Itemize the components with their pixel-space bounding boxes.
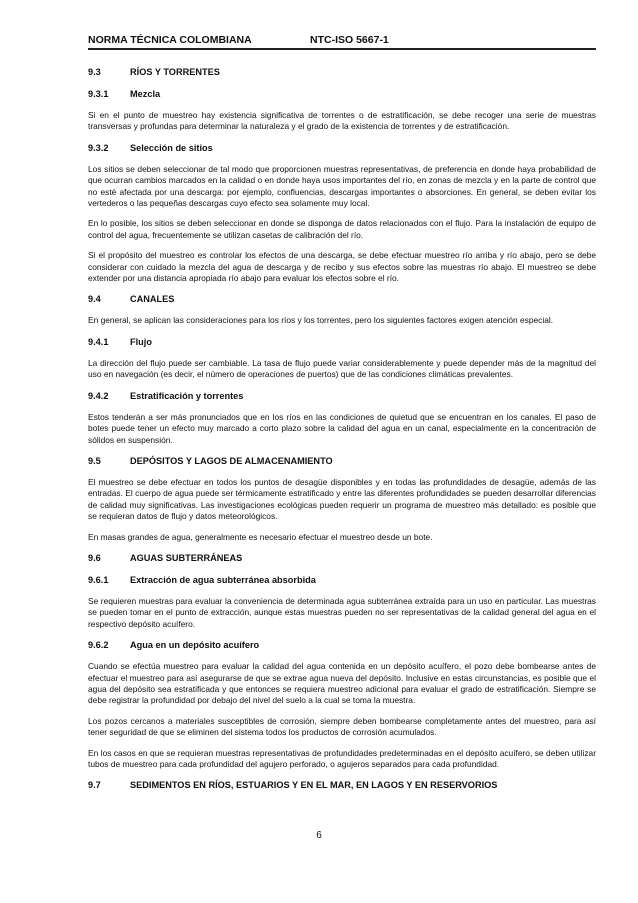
section-title: Selección de sitios [130,142,213,153]
section-heading [88,639,596,651]
paragraph: Los pozos cercanos a materiales susceptibles de corrosión, siempre deben bombearse completamente antes del muestreo, para así tener seguridad de que se eliminen del sistema todos los productos de corrosión acumulados. [88,715,596,738]
paragraph: Si el propósito del muestreo es controlar los efectos de una descarga, se debe efectuar muestreo río arriba y río abajo, pero se debe considerar con cuidado la mezcla del agua de descarga y de recibo y sus efectos sobre las muestras río abajo. El muestreo se debe extender por una distancia apropiada río abajo para evaluar los efectos sobre el río. [88,250,596,284]
document-body [88,66,596,801]
document-code: NTC-ISO 5667-1 [310,34,389,46]
section-number: 9.4 [88,294,101,305]
section-heading [88,293,596,305]
section-title: Flujo [130,336,152,347]
paragraph: En los casos en que se requieran muestras representativas de profundidades predeterminadas en el depósito acuífero, se deben utilizar tubos de muestreo para cada profundidad del agujero perforado, o agujeros separados para cada profundidad. [88,747,596,769]
section-title: AGUAS SUBTERRÁNEAS [130,552,243,563]
section-title: Agua en un depósito acuífero [130,640,260,651]
section-heading [88,455,596,467]
section-heading [88,88,596,100]
section-number: 9.5 [88,455,101,466]
section-heading [88,66,596,78]
paragraph: Si en el punto de muestreo hay existencia significativa de torrentes o de estratificación, se debe recoger una serie de muestras transversas y profundas para determinar la naturaleza y el grado de la existencia de torrentes y de estratificación. [88,110,596,132]
paragraph: En lo posible, los sitios se deben seleccionar en donde se disponga de datos relacionados con el flujo. Para la instalación de equipo de control del agua, frecuentemente se utilizan casetas de calibración del río. [88,218,596,240]
section-number: 9.6 [88,552,101,563]
paragraph: El muestreo se debe efectuar en todos los puntos de desagüe disponibles y en todas las profundidades de desagüe, además de las entradas. El cuerpo de agua puede ser térmicamente estratificado y entre las diferentes profundidades se pueden desarrollar diferencias de calidad muy significativas. Las investigaciones ecológicas pueden requerir un programa de muestreo más detallado: es posible que se requieran datos de flujo y datos meteorológicos. [88,476,596,522]
paragraph: En general, se aplican las consideraciones para los ríos y los torrentes, pero los siguientes factores exigen atención especial. [88,315,554,326]
section-number: 9.4.2 [88,390,109,401]
section-heading [88,336,596,348]
paragraph: Cuando se efectúa muestreo para evaluar la calidad del agua contenida en un depósito acuífero, el pozo debe bombearse antes de efectuar el muestreo para así asegurarse de que se extrae agua nueva del depósito. Inclusive en estas circunstancias, es posible que el agua del depósito sea estratificada y que entonces se requiera muestreo adicional para evaluar el grado de estratificación. Siempre se debe registrar la profundidad por debajo del nivel del suelo a la cual se toma la muestra. [88,661,596,706]
paragraph: En masas grandes de agua, generalmente es necesario efectuar el muestreo desde un bote. [88,531,433,542]
section-title: CANALES [130,294,175,305]
section-title: Mezcla [130,89,161,99]
section-number: 9.3 [88,67,101,77]
page-header [88,30,596,50]
paragraph: Los sitios se deben seleccionar de tal modo que proporcionen muestras representativas, de preferencia en donde haya probabilidad de que ocurran cambios marcados en la calidad o en donde haya usos importantes del río, en zonas de mezcla y en la parte de control que no esté afectada por una descarga: por ejemplo, confluencias, descargas importantes o absorciones. En general, se deben evitar los vertederos o las pequeñas descargas cuyo efecto sea solamente muy local. [88,163,596,209]
section-number: 9.6.1 [88,574,109,585]
section-number: 9.3.1 [88,89,109,99]
section-number: 9.4.1 [88,336,109,347]
section-title: Extracción de agua subterránea absorbida [130,574,316,585]
section-heading [88,552,596,564]
paragraph: Estos tenderán a ser más pronunciados que en los ríos en las condiciones de quietud que se encuentran en los canales. El paso de botes puede tener un efecto muy marcado a corto plazo sobre la calidad del agua en un canal, especialmente en la concentración de sólidos en suspensión. [88,411,596,445]
section-heading [88,390,596,402]
section-heading [88,574,596,586]
section-heading [88,779,596,791]
paragraph: La dirección del flujo puede ser cambiable. La tasa de flujo puede variar considerablemente y puede depender más de la magnitud del uso en navegación (es decir, el número de operaciones de puertos) que de las condiciones climáticas prevalentes. [88,357,596,380]
paragraph: Se requieren muestras para evaluar la conveniencia de determinada agua subterránea extraída para un uso en particular. Las muestras se pueden tomar en el punto de extracción, aunque estas muestras pueden no ser representativas de la calidad general del agua en el respectivo depósito acuífero. [88,595,596,629]
section-title: SEDIMENTOS EN RÍOS, ESTUARIOS Y EN EL MAR, EN LAGOS Y EN RESERVORIOS [130,780,498,791]
section-number: 9.3.2 [88,142,109,153]
section-number: 9.6.2 [88,640,109,651]
section-title: RÍOS Y TORRENTES [130,67,220,77]
section-title: DEPÓSITOS Y LAGOS DE ALMACENAMIENTO [130,455,333,466]
document-standard-title: NORMA TÉCNICA COLOMBIANA [88,34,252,46]
section-heading [88,142,596,154]
section-number: 9.7 [88,780,101,791]
page-number: 6 [316,830,322,841]
section-title: Estratificación y torrentes [130,390,244,401]
